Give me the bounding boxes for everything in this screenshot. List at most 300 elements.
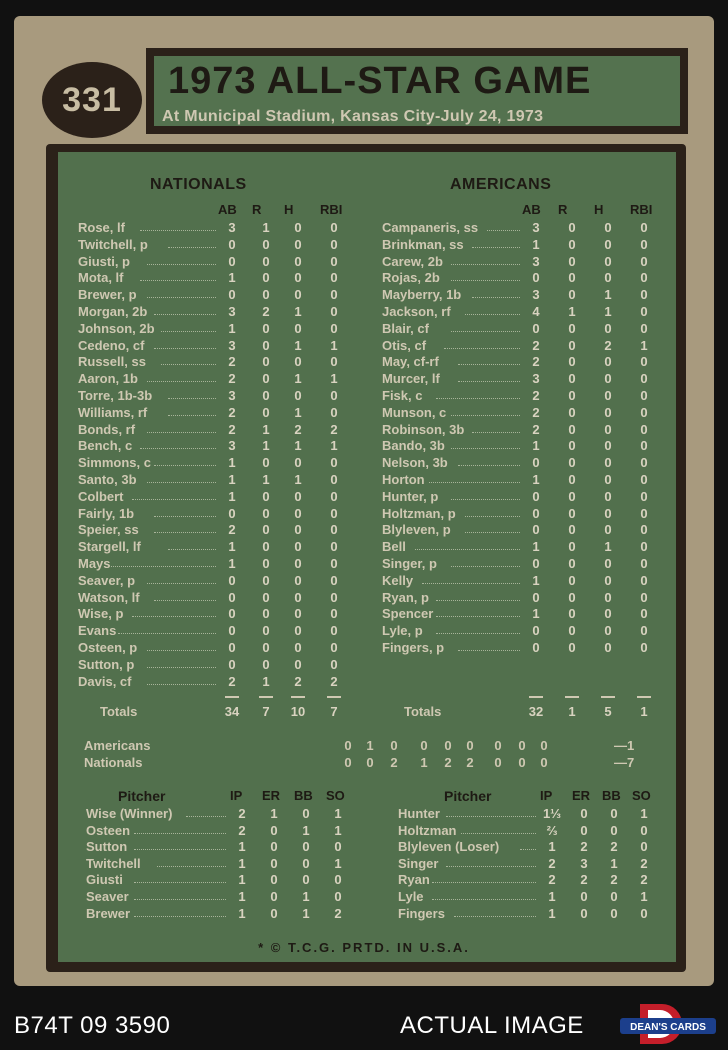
player-name: Santo, 3b (78, 472, 137, 487)
stat-rbi: 0 (640, 606, 648, 622)
pstat-ip: 1 (238, 855, 246, 871)
stat-ab: 3 (532, 220, 540, 235)
stat-h: 0 (294, 539, 302, 555)
player-name: Robinson, 3b (382, 421, 465, 437)
stat-rbi: 0 (640, 556, 648, 571)
pitcher-name: Hunter (398, 806, 440, 821)
stat-ab: 0 (228, 505, 236, 521)
pstat-ip: 1 (548, 839, 556, 855)
player-name: Bonds, rf (78, 421, 136, 437)
stat-r: 0 (568, 539, 576, 555)
nationals-player-row (78, 422, 354, 439)
stat-ab: 0 (532, 640, 540, 655)
player-name: Nelson, 3b (382, 455, 448, 471)
inning-run: 2 (390, 755, 398, 770)
stat-r: 0 (568, 320, 576, 336)
stat-h: 0 (294, 505, 302, 521)
card-subtitle: At Municipal Stadium, Kansas City-July 24, 1973 (162, 108, 544, 125)
stat-h: 0 (604, 354, 612, 370)
player-name: Mota, lf (78, 270, 124, 286)
stat-ab: 1 (228, 539, 236, 555)
stat-h: 0 (604, 220, 612, 235)
stat-ab: 3 (228, 304, 236, 319)
leader-dots (472, 432, 520, 433)
nl-pheader-so: SO (326, 788, 345, 803)
nationals-player-row (78, 539, 354, 556)
pstat-so: 0 (334, 889, 342, 904)
player-name: May, cf-rf (382, 354, 439, 370)
stat-r: 2 (262, 304, 270, 319)
stat-r: 0 (568, 354, 576, 370)
leader-dots (429, 482, 520, 483)
leader-dots (458, 465, 520, 466)
al-pitcher-row (398, 872, 664, 889)
leader-dots (451, 264, 520, 265)
stat-h: 1 (604, 287, 612, 303)
stat-h: 0 (604, 455, 612, 471)
leader-dots (161, 331, 216, 332)
player-name: Stargell, lf (78, 539, 141, 555)
stat-r: 0 (568, 421, 576, 437)
leader-dots (140, 230, 216, 231)
leader-dots (451, 566, 520, 567)
player-name: Sutton, p (78, 656, 135, 672)
nationals-player-row (78, 674, 354, 691)
leader-dots (458, 381, 520, 382)
americans-totals-dash (601, 696, 615, 698)
stat-rbi: 0 (330, 640, 338, 655)
player-name: Brewer, p (78, 287, 137, 303)
leader-dots (472, 247, 520, 248)
stat-h: 0 (604, 472, 612, 487)
stat-rbi: 0 (330, 556, 338, 571)
player-name: Williams, rf (78, 404, 148, 420)
player-name: Davis, cf (78, 673, 132, 689)
pstat-ip: 2 (238, 822, 246, 838)
nationals-player-row (78, 338, 354, 355)
inning-run: 0 (344, 755, 352, 770)
pitcher-name: Wise (Winner) (86, 806, 173, 821)
player-name: Bell (382, 539, 406, 555)
stat-r: 0 (262, 505, 270, 521)
pstat-so: 0 (334, 839, 342, 855)
stat-rbi: 0 (640, 438, 648, 454)
stat-h: 0 (604, 640, 612, 655)
stat-h: 0 (294, 488, 302, 504)
stat-rbi: 0 (640, 270, 648, 286)
leader-dots (436, 600, 520, 601)
stat-ab: 0 (532, 522, 540, 538)
pitcher-name: Holtzman (398, 822, 457, 838)
stat-ab: 0 (532, 556, 540, 571)
nl-pitcher-row (86, 872, 358, 889)
pstat-er: 0 (270, 872, 278, 888)
leader-dots (454, 916, 536, 917)
stat-ab: 1 (228, 455, 236, 471)
americans-totals-dash (637, 696, 651, 698)
stat-r: 0 (568, 220, 576, 235)
stat-h: 0 (294, 455, 302, 471)
inning-run: 2 (466, 755, 474, 770)
pstat-er: 0 (580, 822, 588, 838)
stat-ab: 1 (532, 438, 540, 454)
nl-pheader-ip: IP (230, 788, 243, 803)
stat-rbi: 0 (640, 522, 648, 538)
americans-player-row (382, 422, 664, 439)
leader-dots (451, 331, 520, 332)
pstat-so: 1 (640, 806, 648, 821)
totals-label: Totals (100, 704, 138, 719)
americans-player-row (382, 455, 664, 472)
stat-h: 0 (294, 589, 302, 605)
stat-r: 0 (568, 640, 576, 655)
stat-h: 0 (604, 320, 612, 336)
nationals-totals-row (100, 704, 354, 721)
line-score-team: Americans (84, 738, 151, 753)
stat-h: 0 (604, 556, 612, 571)
americans-player-row (382, 623, 664, 640)
stat-rbi: 0 (330, 505, 338, 521)
stat-r: 0 (568, 404, 576, 420)
americans-player-row (382, 338, 664, 355)
player-name: Blair, cf (382, 320, 429, 336)
stat-r: 0 (262, 455, 270, 471)
stat-rbi: 0 (640, 253, 648, 269)
pstat-ip: 2 (548, 872, 556, 888)
stat-r: 0 (262, 488, 270, 504)
leader-dots (140, 448, 216, 449)
leader-dots (168, 247, 216, 248)
stat-ab: 0 (532, 488, 540, 504)
pstat-bb: 0 (302, 855, 310, 871)
leader-dots (134, 849, 226, 850)
stat-rbi: 0 (640, 472, 648, 487)
stat-r: 0 (568, 388, 576, 403)
stat-rbi: 0 (330, 522, 338, 538)
stat-rbi: 0 (640, 488, 648, 504)
stat-ab: 2 (532, 404, 540, 420)
nationals-totals-dash (225, 696, 239, 698)
player-name: Fisk, c (382, 388, 423, 403)
leader-dots (154, 516, 216, 517)
stat-h: 0 (604, 236, 612, 252)
inning-run: 0 (366, 755, 374, 770)
player-name: Jackson, rf (382, 304, 451, 319)
leader-dots (147, 482, 216, 483)
player-name: Torre, 1b-3b (78, 388, 153, 403)
stat-rbi: 1 (330, 337, 338, 353)
stat-r: 0 (568, 455, 576, 471)
pstat-ip: 1 (548, 905, 556, 921)
stat-r: 0 (262, 572, 270, 588)
leader-dots (168, 549, 216, 550)
stat-ab: 0 (532, 320, 540, 336)
pstat-ip: 1 (548, 889, 556, 904)
al-pheader-bb: BB (602, 788, 621, 803)
stat-h: 0 (294, 656, 302, 672)
pitcher-name: Fingers (398, 905, 445, 921)
stat-h: 1 (294, 472, 302, 487)
nationals-player-row (78, 506, 354, 523)
pstat-so: 0 (640, 822, 648, 838)
nationals-player-row (78, 287, 354, 304)
stat-rbi: 0 (330, 304, 338, 319)
leader-dots (147, 667, 216, 668)
stat-ab: 0 (532, 589, 540, 605)
pstat-so: 2 (640, 872, 648, 888)
stat-r: 0 (568, 236, 576, 252)
leader-dots (134, 882, 226, 883)
nl-pheader-er: ER (262, 788, 281, 803)
al-pitcher-row (398, 806, 664, 823)
card-title: 1973 ALL-STAR GAME (168, 60, 592, 102)
pstat-er: 0 (580, 889, 588, 904)
stat-r: 0 (568, 337, 576, 353)
pitcher-name: Blyleven (Loser) (398, 839, 500, 855)
total-rbi: 1 (640, 704, 648, 719)
stat-ab: 2 (228, 404, 236, 420)
leader-dots (487, 230, 520, 231)
pstat-er: 0 (580, 806, 588, 821)
stat-r: 0 (568, 572, 576, 588)
stat-ab: 1 (532, 236, 540, 252)
stat-rbi: 0 (330, 455, 338, 471)
pstat-ip: ⅔ (546, 822, 558, 838)
stat-ab: 3 (228, 438, 236, 454)
pstat-er: 0 (270, 822, 278, 838)
stat-r: 0 (568, 505, 576, 521)
stat-r: 0 (262, 623, 270, 639)
player-name: Seaver, p (78, 572, 136, 588)
leader-dots (154, 600, 216, 601)
line-score-final: —1 (614, 738, 635, 753)
player-name: Murcer, lf (382, 371, 440, 387)
stat-ab: 3 (532, 287, 540, 303)
pitcher-name: Seaver (86, 889, 129, 904)
copyright-line: * © T.C.G. PRTD. IN U.S.A. (258, 940, 470, 955)
pstat-so: 0 (334, 872, 342, 888)
nationals-player-row (78, 455, 354, 472)
nationals-header-ab: AB (218, 202, 237, 217)
box-score-inner (58, 152, 676, 962)
stat-ab: 0 (532, 455, 540, 471)
stat-r: 0 (262, 388, 270, 403)
pitcher-name: Twitchell (86, 855, 141, 871)
stat-h: 0 (294, 640, 302, 655)
stat-h: 0 (604, 253, 612, 269)
stat-r: 0 (568, 606, 576, 622)
stat-r: 1 (262, 438, 270, 454)
stat-rbi: 0 (330, 354, 338, 370)
leader-dots (186, 816, 226, 817)
player-name: Wise, p (78, 606, 124, 622)
pstat-so: 2 (334, 905, 342, 921)
stat-h: 1 (294, 337, 302, 353)
pitcher-name: Giusti (86, 872, 123, 888)
stat-r: 0 (262, 589, 270, 605)
total-h: 10 (290, 704, 306, 719)
total-h: 5 (604, 704, 612, 719)
stat-ab: 4 (532, 304, 540, 319)
leader-dots (422, 583, 520, 584)
americans-player-row (382, 220, 664, 237)
stat-rbi: 0 (330, 539, 338, 555)
leader-dots (458, 650, 520, 651)
stat-r: 0 (262, 539, 270, 555)
stat-h: 0 (604, 371, 612, 387)
stat-h: 0 (604, 572, 612, 588)
nationals-player-row (78, 438, 354, 455)
stat-rbi: 0 (330, 589, 338, 605)
nl-pheader-bb: BB (294, 788, 313, 803)
leader-dots (154, 314, 216, 315)
americans-player-row (382, 590, 664, 607)
total-r: 7 (262, 704, 270, 719)
inventory-code: B74T 09 3590 (14, 1012, 171, 1039)
player-name: Fairly, 1b (78, 505, 135, 521)
stat-ab: 0 (228, 640, 236, 655)
stat-ab: 0 (228, 572, 236, 588)
stat-rbi: 0 (330, 253, 338, 269)
player-name: Munson, c (382, 404, 447, 420)
pstat-er: 3 (580, 855, 588, 871)
pstat-er: 0 (580, 905, 588, 921)
al-pheader-er: ER (572, 788, 591, 803)
americans-player-row (382, 237, 664, 254)
leader-dots (147, 264, 216, 265)
stat-h: 1 (294, 438, 302, 454)
stat-r: 0 (568, 589, 576, 605)
leader-dots (147, 684, 216, 685)
box-score-panel (46, 144, 686, 972)
americans-player-row (382, 371, 664, 388)
player-name: Aaron, 1b (78, 371, 138, 387)
pstat-so: 0 (640, 905, 648, 921)
pstat-bb: 1 (302, 822, 310, 838)
line-score-final: —7 (614, 755, 635, 770)
stat-r: 0 (568, 522, 576, 538)
inning-run: 0 (390, 738, 398, 753)
leader-dots (451, 499, 520, 500)
stat-ab: 2 (228, 421, 236, 437)
americans-player-row (382, 270, 664, 287)
stat-h: 1 (604, 304, 612, 319)
stat-h: 0 (294, 522, 302, 538)
player-name: Russell, ss (78, 354, 146, 370)
leader-dots (134, 899, 226, 900)
player-name: Mayberry, 1b (382, 287, 462, 303)
al-pitcher-row (398, 839, 664, 856)
pstat-er: 0 (270, 905, 278, 921)
pstat-bb: 0 (610, 889, 618, 904)
stat-h: 1 (604, 539, 612, 555)
stat-h: 0 (294, 572, 302, 588)
stat-h: 2 (294, 673, 302, 689)
nationals-player-row (78, 220, 354, 237)
player-name: Carew, 2b (382, 253, 443, 269)
stat-r: 0 (568, 287, 576, 303)
pstat-ip: 1 (238, 889, 246, 904)
stat-ab: 1 (532, 572, 540, 588)
stat-rbi: 0 (330, 606, 338, 622)
nationals-header-rbi: RBI (320, 202, 343, 217)
stat-rbi: 0 (640, 589, 648, 605)
americans-header-r: R (558, 202, 568, 217)
player-name: Singer, p (382, 556, 437, 571)
player-name: Hunter, p (382, 488, 439, 504)
stat-ab: 2 (532, 421, 540, 437)
stat-h: 0 (294, 220, 302, 235)
pstat-ip: 2 (548, 855, 556, 871)
stat-h: 0 (294, 606, 302, 622)
stat-h: 0 (604, 438, 612, 454)
pstat-so: 2 (640, 855, 648, 871)
pstat-so: 1 (334, 855, 342, 871)
total-ab: 34 (224, 704, 240, 719)
player-name: Giusti, p (78, 253, 130, 269)
nationals-player-row (78, 354, 354, 371)
nationals-header-r: R (252, 202, 262, 217)
inning-run: 0 (518, 755, 526, 770)
nationals-player-row (78, 640, 354, 657)
pstat-bb: 0 (302, 839, 310, 855)
nationals-heading: NATIONALS (150, 176, 247, 193)
pitcher-name: Lyle (398, 889, 424, 904)
stat-rbi: 0 (640, 505, 648, 521)
nationals-player-row (78, 590, 354, 607)
leader-dots (147, 650, 216, 651)
player-name: Speier, ss (78, 522, 139, 538)
americans-player-row (382, 405, 664, 422)
americans-player-row (382, 522, 664, 539)
stat-rbi: 0 (330, 388, 338, 403)
nationals-totals-dash (327, 696, 341, 698)
leader-dots (465, 516, 520, 517)
leader-dots (520, 849, 536, 850)
stat-rbi: 0 (640, 539, 648, 555)
stat-h: 0 (604, 623, 612, 639)
stat-ab: 1 (228, 270, 236, 286)
stat-ab: 3 (228, 337, 236, 353)
americans-header-h: H (594, 202, 604, 217)
player-name: Campaneris, ss (382, 220, 479, 235)
americans-player-row (382, 472, 664, 489)
nationals-player-row (78, 573, 354, 590)
stat-h: 2 (604, 337, 612, 353)
stat-h: 0 (294, 236, 302, 252)
stat-ab: 2 (532, 337, 540, 353)
pstat-so: 0 (640, 839, 648, 855)
stat-rbi: 0 (330, 572, 338, 588)
pitcher-name: Ryan (398, 872, 430, 888)
pstat-so: 1 (640, 889, 648, 904)
americans-header-rbi: RBI (630, 202, 653, 217)
pstat-er: 1 (270, 806, 278, 821)
stat-rbi: 0 (640, 287, 648, 303)
americans-player-row (382, 304, 664, 321)
stat-r: 0 (262, 371, 270, 387)
pstat-ip: 2 (238, 806, 246, 821)
stat-r: 0 (262, 606, 270, 622)
stat-r: 1 (262, 472, 270, 487)
line-score-team: Nationals (84, 755, 143, 770)
stat-rbi: 0 (640, 320, 648, 336)
stat-rbi: 0 (330, 270, 338, 286)
stat-rbi: 0 (640, 572, 648, 588)
player-name: Bench, c (78, 438, 133, 454)
stat-r: 0 (262, 354, 270, 370)
pstat-bb: 1 (302, 905, 310, 921)
